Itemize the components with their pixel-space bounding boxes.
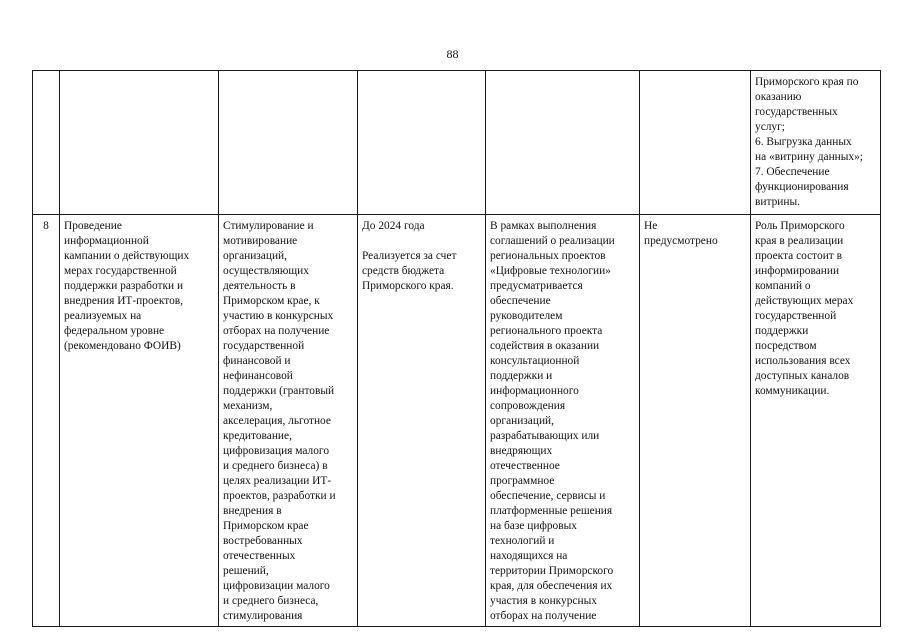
cell-line: программное [490,475,555,487]
cell-line: на «витрину данных»; [755,151,863,163]
cell-line: содействия в оказании [490,340,600,352]
cell-line: внедряющих [490,445,553,457]
cell-line: 6. Выгрузка данных [755,136,852,148]
cell-line: В рамках выполнения [490,220,597,232]
cell-line: отборах на получение [223,325,330,337]
cell-line: сопровождения [490,400,566,412]
cell-line: и среднего бизнеса) в [223,460,328,472]
cell-line: Приморском крае, к [223,295,320,307]
cell-line: территории Приморского [490,565,614,577]
cell-line: витрины. [755,196,800,208]
cell-line: внедрения в [223,505,282,517]
cell-line: мотивирование [223,235,298,247]
cell-line: компаний о [755,280,811,292]
table-row [33,71,881,215]
mechanism-cell [486,215,640,627]
blank-line [362,234,481,249]
cell-line: Не [644,220,658,232]
cell-line: функционирования [755,181,849,193]
row-number: 8 [43,220,49,232]
cell-line: (рекомендовано ФОИВ) [64,340,181,352]
role-cell [751,71,881,215]
cell-line: реализуемых на [64,310,142,322]
cell-line: оказанию [755,91,802,103]
cell-line: внедрения ИТ-проектов, [64,295,183,307]
page-number: 88 [446,47,459,61]
deadline-text: До 2024 года [362,220,425,232]
event-name-cell [60,215,219,627]
goal-cell [219,215,358,627]
cell-line: поддержки и [490,370,553,382]
cell-line: соглашений о реализации [490,235,615,247]
cell-line: использования всех [755,355,851,367]
cell-line: востребованных [223,535,303,547]
cell-line: поддержки разработки и [64,280,184,292]
cell-line: участия в конкурсных [490,595,597,607]
cell-line: кампании о действующих [64,250,190,262]
deadline-cell [358,71,486,215]
measures-table [32,70,881,627]
cell-line: решений, [223,565,269,577]
cell-line: обеспечение [490,295,551,307]
cell-line: осуществляющих [223,265,309,277]
cell-line: Реализуется за счет [362,250,457,262]
cell-line: акселерация, льготное [223,415,331,427]
event-name-cell [60,71,219,215]
role-cell [751,215,881,627]
cell-line: региональных проектов [490,250,606,262]
cell-line: мерах государственной [64,265,177,277]
cell-line: информационного [490,385,579,397]
cell-line: Проведение [64,220,122,232]
deadline-cell [358,215,486,627]
cell-line: участию в конкурсных [223,310,334,322]
cell-line: стимулирования [223,610,303,622]
row-number-cell [33,71,60,215]
cell-line: отборах на получение [490,610,597,622]
cell-line: федеральном уровне [64,325,165,337]
cell-line: на базе цифровых [490,520,577,532]
cell-line: руководителем [490,310,563,322]
cell-line: средств бюджета [362,265,445,277]
cell-line: информировании [755,265,840,277]
cell-line: края, для обеспечения их [490,580,613,592]
funding-cell [640,215,751,627]
goal-cell [219,71,358,215]
cell-line: государственных [755,106,838,118]
cell-line: целях реализации ИТ- [223,475,332,487]
cell-line: цифровизация малого [223,445,330,457]
cell-line: края в реализации [755,235,844,247]
cell-line: действующих мерах [755,295,854,307]
cell-line: разрабатывающих или [490,430,600,442]
cell-line: проектов, разработки и [223,490,336,502]
cell-line: механизм, [223,400,273,412]
cell-line: финансовой и [223,355,291,367]
cell-line: и среднего бизнеса, [223,595,319,607]
cell-line: Приморского края. [362,280,454,292]
cell-line: регионального проекта [490,325,603,337]
cell-line: отечественных [223,550,296,562]
cell-line: услуг; [755,121,785,133]
cell-line: государственной [223,340,305,352]
cell-line: посредством [755,340,817,352]
row-number-cell [33,215,60,627]
cell-line: доступных каналов [755,370,850,382]
funding-cell [640,71,751,215]
cell-line: поддержки [755,325,809,337]
cell-line: находящихся на [490,550,568,562]
cell-line: «Цифровые технологии» [490,265,611,277]
cell-line: Стимулирование и [223,220,314,232]
cell-line: кредитование, [223,430,292,442]
cell-line: информационной [64,235,149,247]
cell-line: отечественное [490,460,560,472]
cell-line: организаций, [223,250,287,262]
cell-line: предусмотрено [644,235,718,247]
cell-line: технологий и [490,535,555,547]
cell-line: консультационной [490,355,580,367]
cell-line: коммуникации. [755,385,830,397]
cell-line: платформенные решения [490,505,613,517]
cell-line: 7. Обеспечение [755,166,830,178]
cell-line: деятельность в [223,280,296,292]
cell-line: предусматривается [490,280,583,292]
cell-line: обеспечение, сервисы и [490,490,606,502]
table-row [33,215,881,627]
cell-line: нефинансовой [223,370,293,382]
cell-line: организаций, [490,415,554,427]
cell-line: поддержки (грантовый [223,385,335,397]
cell-line: Приморского края по [755,76,859,88]
cell-line: государственной [755,310,837,322]
cell-line: Приморском крае [223,520,309,532]
cell-line: цифровизации малого [223,580,330,592]
mechanism-cell [486,71,640,215]
cell-line: проекта состоит в [755,250,842,262]
cell-line: Роль Приморского [755,220,845,232]
